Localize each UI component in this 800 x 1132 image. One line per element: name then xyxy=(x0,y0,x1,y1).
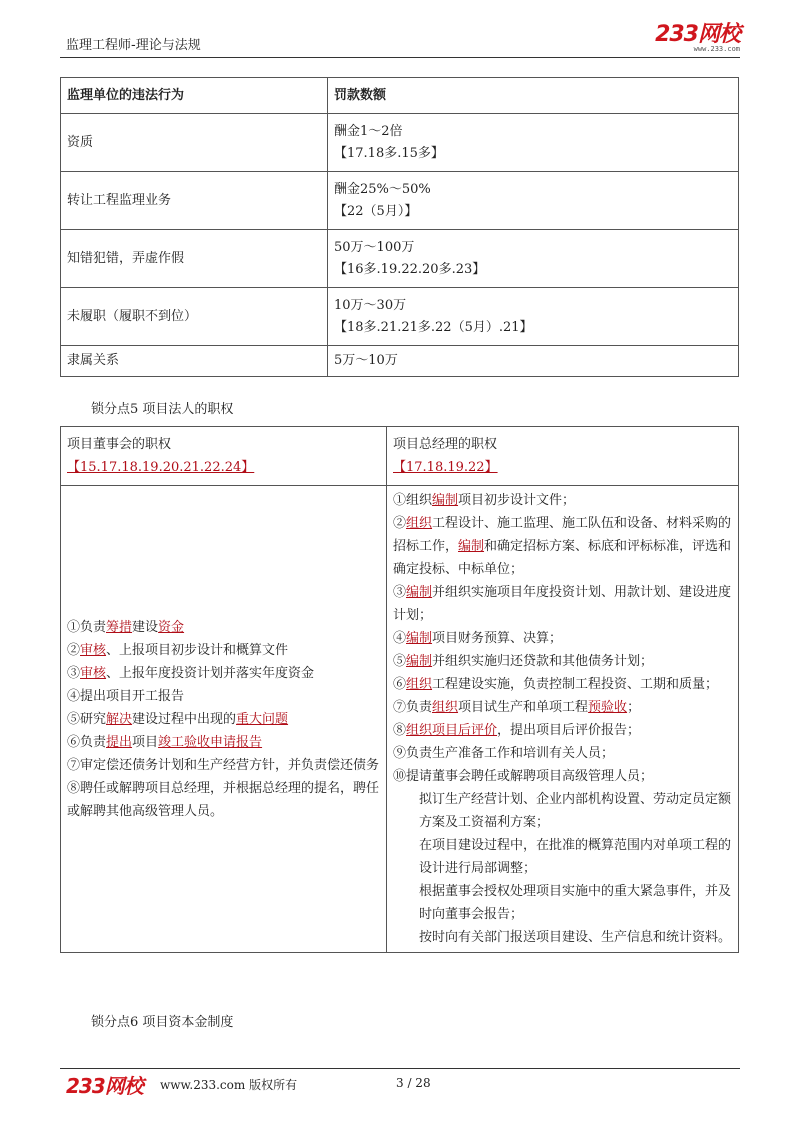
duty-item xyxy=(393,719,732,742)
fine-cell xyxy=(328,288,739,346)
violation-cell: 知错犯错，弄虚作假 xyxy=(61,230,328,288)
fine-amount: 10万～30万 xyxy=(334,297,407,313)
keyword-highlight: 重大问题 xyxy=(236,711,289,727)
duty-item xyxy=(67,708,380,731)
duty-text: ⑧聘任或解聘项目总经理，并根据总经理的提名，聘任或解聘其他高级管理人员。 xyxy=(67,780,380,819)
section-heading: 锁分点5 项目法人的职权 xyxy=(91,402,234,417)
duty-text: ①组织 xyxy=(393,493,433,508)
duty-text: ⑥负责 xyxy=(67,734,107,750)
duty-text: ② xyxy=(393,516,407,531)
duty-text: ② xyxy=(67,642,81,658)
duty-item xyxy=(393,765,732,788)
duty-text: ，提出项目后评价报告； xyxy=(497,723,641,738)
keyword-highlight: 组织 xyxy=(406,677,433,692)
fine-cell xyxy=(328,114,739,172)
duty-item xyxy=(393,512,732,581)
duty-text: ； xyxy=(627,700,641,715)
table-row xyxy=(61,346,739,377)
duty-text: ⑤ xyxy=(393,654,407,669)
exam-years: 【22（5月）】 xyxy=(334,203,418,219)
keyword-highlight: 组织项目后评价 xyxy=(406,723,498,738)
duty-text: 建设 xyxy=(132,619,159,635)
duty-text: 并组织实施归还贷款和其他债务计划； xyxy=(432,654,654,669)
duty-text: ①负责 xyxy=(67,619,107,635)
authority-table xyxy=(60,426,739,953)
table-row xyxy=(61,230,739,288)
duty-item: 按时向有关部门报送项目建设、生产信息和统计资料。 xyxy=(419,930,732,945)
duty-item xyxy=(67,731,380,754)
column-header: 监理单位的违法行为 xyxy=(61,78,328,114)
keyword-highlight: 编制 xyxy=(432,493,459,508)
duty-item xyxy=(67,754,380,777)
violation-cell: 未履职（履职不到位） xyxy=(61,288,328,346)
footer-logo: 233网校 xyxy=(66,1074,143,1098)
keyword-highlight: 审核 xyxy=(80,665,107,681)
fine-cell xyxy=(328,172,739,230)
duty-item xyxy=(67,639,380,662)
duty-text: 项目 xyxy=(132,734,159,750)
duty-text: ③ xyxy=(393,585,407,600)
table-row xyxy=(61,288,739,346)
fine-amount: 酬金25%～50% xyxy=(334,181,431,197)
duty-text: 、上报年度投资计划并落实年度资金 xyxy=(106,665,315,681)
duty-text: ⑦审定偿还债务计划和生产经营方针，并负责偿还债务 xyxy=(67,757,380,773)
keyword-highlight: 审核 xyxy=(80,642,107,658)
manager-header-cell xyxy=(387,427,739,486)
keyword-highlight: 编制 xyxy=(406,585,433,600)
duty-text: 工程建设实施，负责控制工程投资、工期和质量； xyxy=(432,677,719,692)
duty-text: 项目试生产和单项工程 xyxy=(458,700,589,715)
keyword-highlight: 解决 xyxy=(106,711,133,727)
board-header: 项目董事会的职权 xyxy=(67,437,172,452)
duty-item xyxy=(67,685,380,708)
logo-url: www.233.com xyxy=(693,45,740,53)
table-row xyxy=(61,114,739,172)
table-header-row xyxy=(61,427,739,486)
duty-item xyxy=(67,662,380,685)
duty-text: ⑨负责生产准备工作和培训有关人员； xyxy=(393,746,615,761)
manager-extra-list xyxy=(393,788,732,949)
keyword-highlight: 竣工验收申请报告 xyxy=(158,734,263,750)
duty-text: ⑧ xyxy=(393,723,407,738)
table-header-row xyxy=(61,78,739,114)
duty-text: ③ xyxy=(67,665,81,681)
duty-item xyxy=(393,742,732,765)
brand-logo xyxy=(655,24,740,53)
column-header: 罚款数额 xyxy=(328,78,739,114)
table-row xyxy=(61,486,739,953)
violation-cell: 隶属关系 xyxy=(61,346,328,377)
exam-years: 【18多.21.21多.22（5月）.21】 xyxy=(334,319,533,335)
keyword-highlight: 编制 xyxy=(406,654,433,669)
keyword-highlight: 提出 xyxy=(106,734,133,750)
footer-copyright: www.233.com 版权所有 xyxy=(160,1078,298,1092)
board-header-cell xyxy=(61,427,387,486)
duty-text: ⑦负责 xyxy=(393,700,433,715)
fine-cell: 5万～10万 xyxy=(328,346,739,377)
duty-text: 项目财务预算、决算； xyxy=(432,631,563,646)
page-number: 3 / 28 xyxy=(396,1076,431,1090)
duty-text: 和确定招标方案、标底和评标标准，评选和确定投标、中标单位； xyxy=(393,539,732,577)
board-duties-cell xyxy=(61,486,387,953)
violation-cell: 转让工程监理业务 xyxy=(61,172,328,230)
duty-text: 、上报项目初步设计和概算文件 xyxy=(106,642,289,658)
duty-item xyxy=(393,696,732,719)
fine-amount: 酬金1～2倍 xyxy=(334,123,403,139)
manager-duties-list xyxy=(393,489,732,788)
board-duties-list xyxy=(67,616,380,823)
manager-duties-cell xyxy=(387,486,739,953)
keyword-highlight: 编制 xyxy=(458,539,485,554)
exam-years: 【17.18多.15多】 xyxy=(334,145,444,161)
header-divider xyxy=(60,57,740,58)
violation-fine-table xyxy=(60,77,739,377)
duty-item xyxy=(393,581,732,627)
logo-wordmark: 233网校 xyxy=(655,22,740,47)
duty-item xyxy=(67,616,380,639)
keyword-highlight: 资金 xyxy=(158,619,185,635)
table-row xyxy=(61,172,739,230)
manager-exam-years: 【17.18.19.22】 xyxy=(393,460,498,475)
duty-text: ⑥ xyxy=(393,677,407,692)
page-header xyxy=(60,24,740,58)
keyword-highlight: 预验收 xyxy=(588,700,628,715)
duty-item: 根据董事会授权处理项目实施中的重大紧急事件，并及时向董事会报告； xyxy=(419,884,732,922)
keyword-highlight: 筹措 xyxy=(106,619,133,635)
duty-item xyxy=(393,650,732,673)
duty-item xyxy=(67,777,380,823)
duty-text: ④ xyxy=(393,631,407,646)
section-heading: 锁分点6 项目资本金制度 xyxy=(91,1015,234,1030)
duty-text: ⑤研究 xyxy=(67,711,107,727)
duty-item xyxy=(393,627,732,650)
duty-text: 建设过程中出现的 xyxy=(132,711,237,727)
duty-text: 工程设计、施工监理、施工队伍和设备、材料采购的招标工作， xyxy=(393,516,732,554)
manager-header: 项目总经理的职权 xyxy=(393,437,498,452)
duty-text: 并组织实施项目年度投资计划、用款计划、建设进度计划； xyxy=(393,585,732,623)
duty-text: ④提出项目开工报告 xyxy=(67,688,185,704)
keyword-highlight: 组织 xyxy=(432,700,459,715)
keyword-highlight: 编制 xyxy=(406,631,433,646)
footer-divider xyxy=(60,1068,740,1069)
duty-item xyxy=(393,673,732,696)
fine-amount: 50万～100万 xyxy=(334,239,415,255)
duty-item xyxy=(393,489,732,512)
duty-text: 项目初步设计文件； xyxy=(458,493,576,508)
fine-cell xyxy=(328,230,739,288)
board-exam-years: 【15.17.18.19.20.21.22.24】 xyxy=(67,460,255,475)
exam-years: 【16多.19.22.20多.23】 xyxy=(334,261,486,277)
document-title: 监理工程师-理论与法规 xyxy=(66,38,201,53)
duty-text: ⑩提请董事会聘任或解聘项目高级管理人员； xyxy=(393,769,654,784)
duty-item: 拟订生产经营计划、企业内部机构设置、劳动定员定额方案及工资福利方案； xyxy=(419,792,732,830)
duty-item: 在项目建设过程中，在批准的概算范围内对单项工程的设计进行局部调整； xyxy=(419,838,732,876)
keyword-highlight: 组织 xyxy=(406,516,433,531)
violation-cell: 资质 xyxy=(61,114,328,172)
